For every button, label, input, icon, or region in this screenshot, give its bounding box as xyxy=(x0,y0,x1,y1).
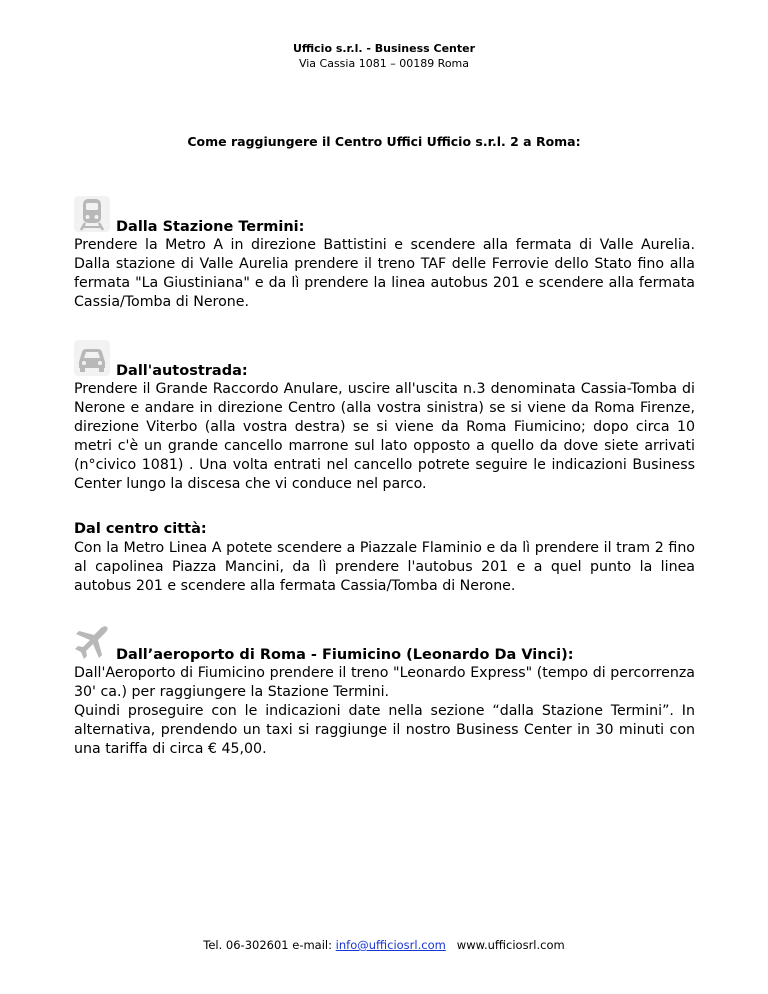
section-aeroporto xyxy=(74,624,695,759)
section-body: Con la Metro Linea A potete scendere a Piazzale Flaminio e da lì prendere il tram 2 fino al capolinea Piazza Mancini, da lì prendere l'autobus 201 e a quel punto la linea autobus 201 e scendere alla fermata Cassia/Tomba di Nerone. xyxy=(74,540,695,594)
section-body-paragraph: Dall'Aeroporto di Fiumicino prendere il treno "Leonardo Express" (tempo di percorrenza 30' ca.) per raggiungere la Stazione Termini. xyxy=(74,665,695,700)
car-icon xyxy=(74,340,110,376)
section-body: Prendere il Grande Raccordo Anulare, uscire all'uscita n.3 denominata Cassia-Tomba di Nerone e andare in direzione Centro (alla vostra sinistra) se si viene da Roma Firenze, direzione Viterbo (alla vostra destra) se si viene da Roma Fiumicino; dopo circa 10 metri c'è un grande cancello marrone sul lato opposto a quello da dove siete arrivati (n°civico 1081) . Una volta entrati nel cancello potrete seguire le indicazioni Business Center lungo la discesa che vi conduce nel parco. xyxy=(74,381,695,492)
section-body: Prendere la Metro A in direzione Battistini e scendere alla fermata di Valle Aurelia. Dalla stazione di Valle Aurelia prendere il treno TAF delle Ferrovie dello Stato fino alla fermata "La Giustiniana" e da lì prendere la linea autobus 201 e scendere alla fermata Cassia/Tomba di Nerone. xyxy=(74,237,695,310)
section-stazione-termini xyxy=(74,196,695,312)
section-heading: Dalla Stazione Termini: xyxy=(116,219,305,235)
page-title: Come raggiungere il Centro Uffici Ufficio s.r.l. 2 a Roma: xyxy=(187,134,581,149)
section-autostrada xyxy=(74,340,695,494)
footer-phone: Tel. 06-302601 e-mail: xyxy=(203,938,332,952)
company-address: Via Cassia 1081 – 00189 Roma xyxy=(298,57,470,70)
footer-email-link[interactable]: info@ufficiosrl.com xyxy=(335,938,446,952)
section-centro-citta xyxy=(74,520,695,596)
document-header xyxy=(0,41,768,71)
section-body-paragraph: Quindi proseguire con le indicazioni date nella sezione “dalla Stazione Termini”. In alternativa, prendendo un taxi si raggiunge il nostro Business Center in 30 minuti con una tariffa di circa € 45,00. xyxy=(74,703,695,757)
section-heading-row xyxy=(74,196,695,235)
footer-website: www.ufficiosrl.com xyxy=(456,938,565,952)
section-heading: Dall'autostrada: xyxy=(116,363,248,379)
airplane-icon xyxy=(74,624,110,660)
train-icon xyxy=(74,196,110,232)
section-heading-row xyxy=(74,624,695,663)
company-name: Ufficio s.r.l. - Business Center xyxy=(292,42,476,55)
document-footer xyxy=(0,938,768,952)
section-heading-row xyxy=(74,340,695,379)
section-heading: Dall’aeroporto di Roma - Fiumicino (Leonardo Da Vinci): xyxy=(116,647,574,663)
section-heading: Dal centro città: xyxy=(74,521,207,537)
